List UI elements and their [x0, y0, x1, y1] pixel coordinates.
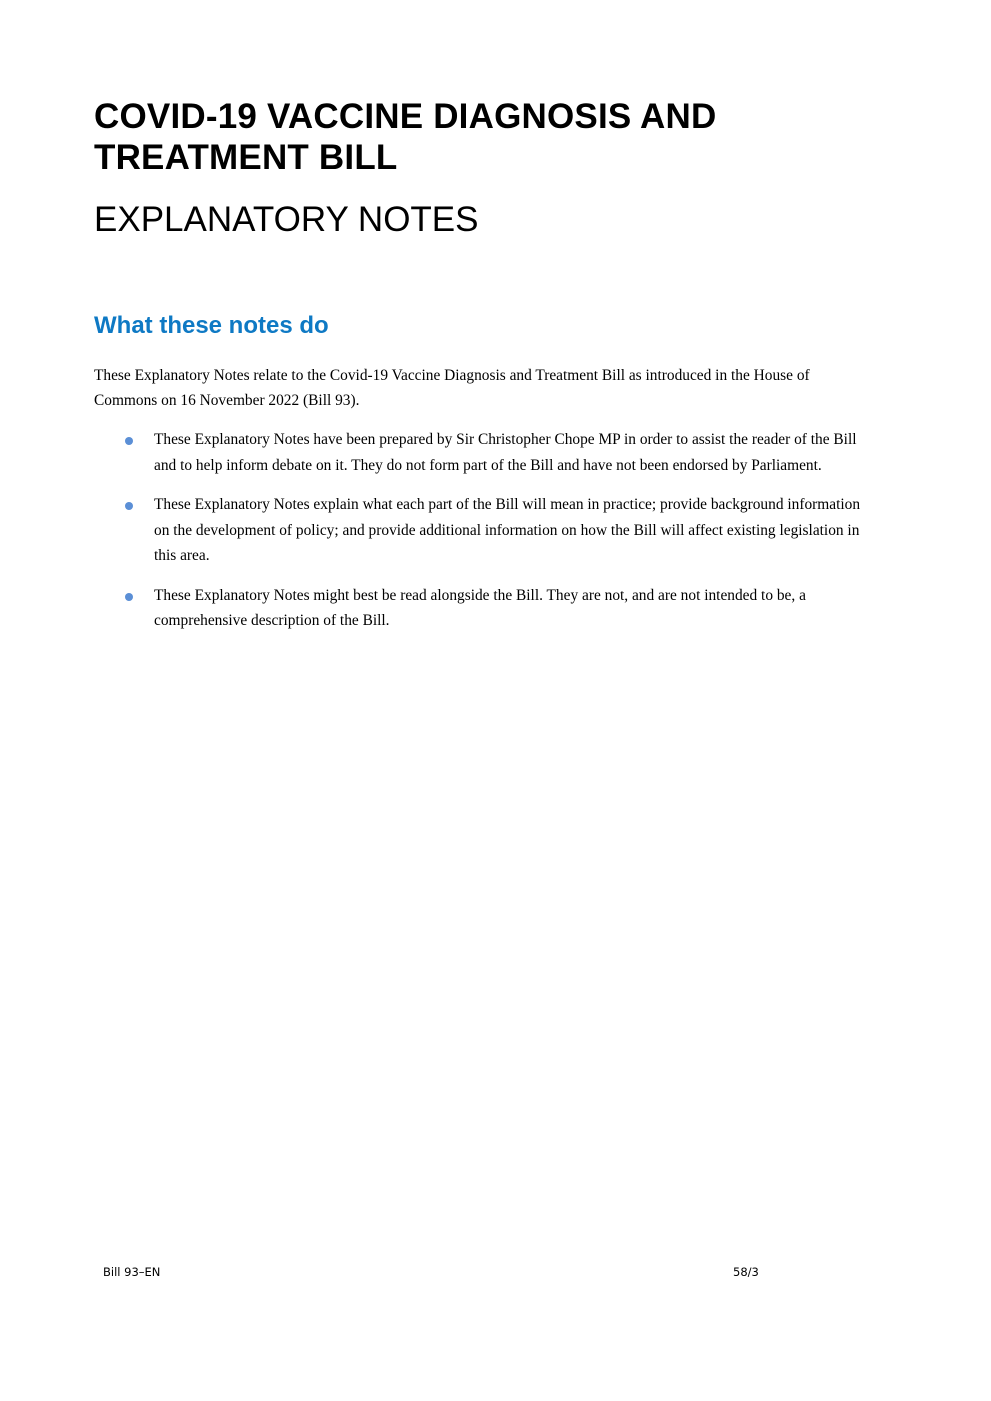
intro-paragraph: These Explanatory Notes relate to the Covid-19 Vaccine Diagnosis and Treatment Bill as introduced in the House of Commons on 16 November 2022 (Bill 93).	[94, 367, 810, 409]
bullet-dot-icon	[125, 593, 133, 601]
bullet-item	[94, 583, 874, 634]
bullet-list	[94, 427, 874, 648]
bullet-dot-icon	[125, 437, 133, 445]
page-title: COVID-19 VACCINE DIAGNOSIS AND TREATMENT BILL	[94, 97, 717, 177]
bullet-dot-icon	[125, 502, 133, 510]
footer-page-reference: 58/3	[733, 1265, 759, 1279]
page-subtitle: EXPLANATORY NOTES	[94, 200, 479, 239]
bullet-item	[94, 427, 874, 478]
bullet-text: These Explanatory Notes have been prepared by Sir Christopher Chope MP in order to assist the reader of the Bill and to help inform debate on it. They do not form part of the Bill and have not been endorsed by Parliament.	[154, 431, 857, 474]
bullet-item	[94, 492, 874, 569]
bullet-text: These Explanatory Notes explain what each part of the Bill will mean in practice; provide background information on the development of policy; and provide additional information on how the Bill will affect existing legislation in this area.	[154, 496, 861, 564]
bullet-text: These Explanatory Notes might best be read alongside the Bill. They are not, and are not intended to be, a comprehensive description of the Bill.	[154, 586, 806, 629]
section-heading: What these notes do	[94, 312, 329, 339]
footer-bill-reference: Bill 93–EN	[103, 1265, 161, 1279]
